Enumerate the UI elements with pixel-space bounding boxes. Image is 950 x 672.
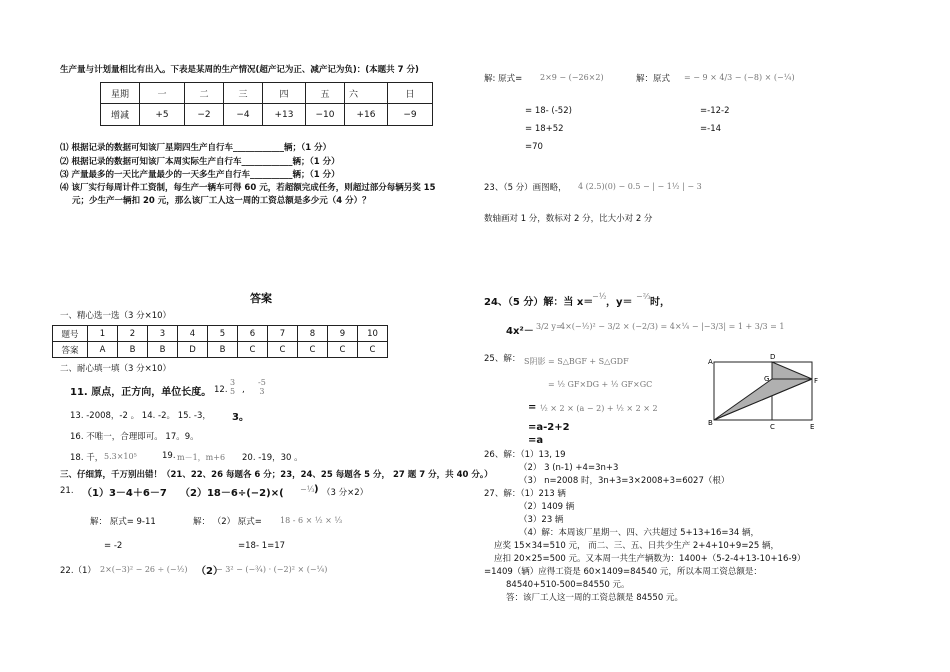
table-cell: C [298,342,328,358]
answer-12-frac-1: 3 5 [230,378,236,396]
q27-line-7: =1409（辆）应得工资是 60×1409=84540 元，所以本周工资总额是： [484,567,762,577]
q24-tail: 时， [650,297,670,308]
q21-solution-1: 解： 原式= 9-11 [90,517,156,527]
q21-frac: −⅓ [300,485,315,494]
q21-solution-2: 解： （2） 原式= [193,517,262,527]
section-2-heading: 二、耐心填一填（3 分×10） [60,364,172,374]
q21-part-2-end: ) [314,484,319,495]
q27-line-1: 27、解：（1）213 辆 [484,489,566,499]
sub-question-4a: ⑷ 该厂实行每周计件工资制，每生产一辆车可得 60 元，若超额完成任务，则超过部分每辆另奖 15 [60,183,436,193]
q23-expr: 4 (2.5)(0) − 0.5 − | − 1½ | − 3 [578,182,702,191]
label-g: G [764,375,770,383]
label-a: A [708,358,713,366]
label-d: D [770,353,776,361]
q25-line-5: =a [528,435,544,446]
q22-sol-label-2: 解：原式 [636,74,671,84]
q22-sol-expr-2: = − 9 × 4/3 − (−8) × (−¼) [684,73,795,82]
q21-part-1: （1）3－4＋6－7 [82,488,167,499]
answer-12-frac-2: -5 3 [258,378,266,396]
label-b: B [708,419,713,427]
table-row [101,104,433,126]
table-cell: 1 [88,326,118,342]
table-cell: C [268,342,298,358]
production-table [100,82,433,126]
q24-expr-rest: 4×(−½)² − 3/2 × (−2/3) = 4×¼ − |−3/3| = 1 + 3/3 = 1 [560,322,785,331]
q21-solution-2-expr: 18 - 6 × ½ × ⅓ [280,516,343,525]
q25-line-3: ½ × 2 × (a − 2) + ½ × 2 × 2 [540,404,658,413]
table-cell: C [238,342,268,358]
answer-11: 11. 原点，正方向，单位长度。 [70,387,212,398]
table-cell: B [118,342,148,358]
table-cell: −4 [224,104,263,126]
answer-12-label: 12. [214,385,228,395]
table-cell: 日 [388,83,433,104]
q25-line-3-eq: = [528,402,537,413]
q24-y-value: −⅔ [636,292,651,301]
q27-line-8: 84540+510-500=84550 元。 [506,580,630,590]
section-1-heading: 一、精心选一选（3 分×10） [60,311,172,321]
table-cell: +13 [263,104,306,126]
q21-label: 21. [60,486,74,496]
sub-question-1: ⑴ 根据记录的数据可知该厂星期四生产自行车____________辆；（1 分） [60,143,332,153]
q22-step-r1: =-12-2 [700,106,730,116]
table-cell: 4 [178,326,208,342]
answer-20: 20. -19，30 。 [242,453,303,463]
q22-step-l2: = 18+52 [525,124,564,134]
table-cell: 题号 [53,326,88,342]
answer-19-label: 19. [162,451,176,461]
q26-line-1: 26、解：（1）13, 19 [484,450,566,460]
q23-scoring-note: 数轴画对 1 分，数标对 2 分，比大小对 2 分 [484,214,653,224]
shaded-triangle-gdf [772,362,812,379]
label-f: F [814,377,819,385]
label-c: C [770,423,775,431]
q27-line-2: （2）1409 辆 [519,502,575,512]
q27-line-6: 应扣 20×25=500 元。又本周一共生产辆数为：1400+（5-2-4+13-10+16-9） [494,554,806,564]
sub-question-3: ⑶ 产量最多的一天比产量最少的一天多生产自行车__________辆；（1 分） [60,170,340,180]
q27-line-3: （3）23 辆 [519,515,564,525]
question-intro: 生产量与计划量相比有出入。下表是某周的生产情况(超产记为正、减产记为负)：(本题共 7 分) [60,65,419,75]
table-cell: C [358,342,388,358]
answer-18-value: 5.3×10⁵ [104,452,137,461]
table-cell: A [88,342,118,358]
answer-18-label: 18. 千， [70,453,104,463]
table-cell: +16 [345,104,388,126]
table-cell: B [148,342,178,358]
q22-label: 22.（1） [60,566,96,576]
table-cell: 5 [208,326,238,342]
geometry-figure [700,350,830,435]
q22-part-2: （2） [196,566,223,577]
label-e: E [810,423,815,431]
answer-15-tail: 3。 [232,412,249,423]
section-3-heading: 三、仔细算，千万别出错！（21、22、26 每题各 6 分；23，24、25 每题各 5 分， 27 题 7 分，共 40 分。） [60,470,493,480]
q26-line-2: （2） 3 (n-1) +4=3n+3 [519,463,619,473]
q24-expr-frac: 3/2 y= [536,322,563,331]
answer-16-17: 16. 不唯一，合理即可。 17。9。 [70,432,199,442]
q21-result-2: =18- 1=17 [238,541,286,551]
q22-sol-expr-1: 2×9 − (−26×2) [540,73,604,82]
q24-x-value: −½ [592,292,607,301]
table-cell: 3 [148,326,178,342]
choice-answer-table [52,325,388,358]
table-row [53,342,388,358]
q23-label: 23、（5 分）画图略， [484,183,567,193]
q24-y-label: ，y＝ [606,297,633,308]
table-cell: 四 [263,83,306,104]
q24-label: 24、（5 分）解：当 x＝ [484,297,594,308]
table-cell: 二 [185,83,224,104]
q22-step-l1: = 18- (-52) [525,106,572,116]
q24-expr-lead: 4x²－ [506,326,534,337]
q25-label: 25、解： [484,354,521,364]
q22-expr-2: − 3² − (−¾) · (−2)² × (−¼) [216,565,328,574]
table-cell: 星期 [101,83,140,104]
table-cell: 9 [328,326,358,342]
table-cell: 三 [224,83,263,104]
table-cell: 10 [358,326,388,342]
table-cell: D [178,342,208,358]
answers-title: 答案 [250,292,272,305]
table-cell: 答案 [53,342,88,358]
q25-line-1: S阴影 = S△BGF + S△GDF [524,357,629,366]
table-cell: 7 [268,326,298,342]
table-cell: 6 [238,326,268,342]
q26-line-3: （3） n=2008 时，3n+3=3×2008+3=6027（根） [519,476,730,486]
q25-line-4: =a-2+2 [528,422,570,433]
q22-expr-1: 2×(−3)² − 26 ÷ (−½) [100,565,188,574]
sub-question-2: ⑵ 根据记录的数据可知该厂本周实际生产自行车____________辆；（1 分） [60,157,340,167]
table-row [101,83,433,104]
table-cell: 一 [140,83,185,104]
sub-question-4b: 元；少生产一辆扣 20 元，那么该厂工人这一周的工资总额是多少元（4 分）？ [72,196,371,206]
answer-13-15: 13. -2008，-2 。 14. -2。 15. -3， [70,411,211,421]
q22-step-r2: =-14 [700,124,722,134]
table-row [53,326,388,342]
q27-line-5: 应奖 15×34=510 元， 而二、三、五、日共少生产 2+4+10+9=25 辆， [494,541,779,551]
q27-line-4: （4）解：本周该厂星期一、四、六共超过 5+13+16=34 辆， [519,528,760,538]
q22-sol-label-1: 解: 原式= [484,74,523,84]
q27-answer: 答：该厂工人这一周的工资总额是 84550 元。 [506,593,683,603]
table-cell: 增减 [101,104,140,126]
table-cell: 2 [118,326,148,342]
q25-line-2: = ½ GF×DG + ½ GF×GC [548,380,653,389]
table-cell: −9 [388,104,433,126]
table-cell: 8 [298,326,328,342]
table-cell: B [208,342,238,358]
q21-score: （3 分×2） [322,488,369,498]
table-cell: 五 [306,83,345,104]
table-cell: −2 [185,104,224,126]
answer-19-value: m－1，m+6 [177,453,226,462]
answer-12-sep: , [242,385,245,395]
table-cell: +5 [140,104,185,126]
table-cell: 六 [345,83,388,104]
table-cell: −10 [306,104,345,126]
q22-step-l3: =70 [525,142,543,152]
q21-result-1: = -2 [104,541,123,551]
table-cell: C [328,342,358,358]
q21-part-2: （2）18－6÷(−2)×( [180,488,284,499]
